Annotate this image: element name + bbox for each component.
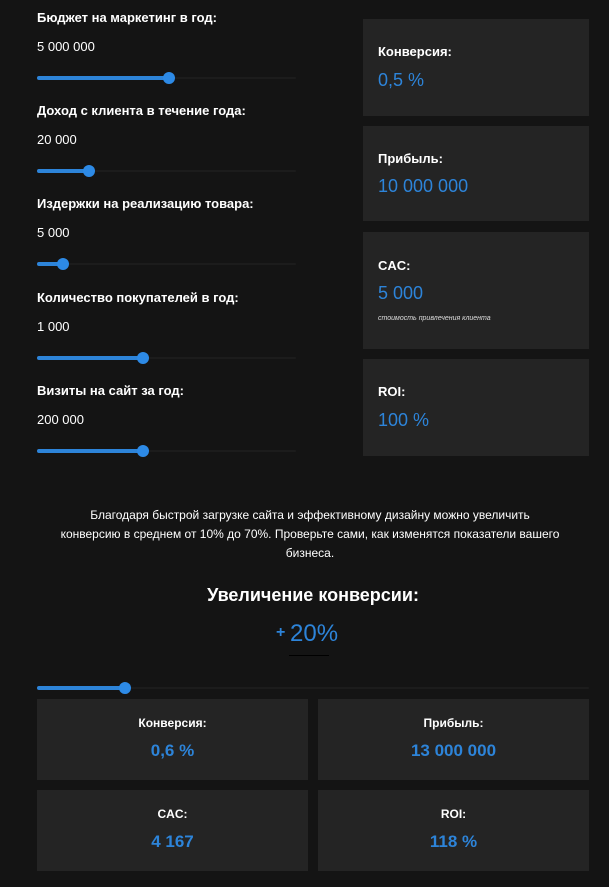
plus-sign: +: [276, 624, 286, 641]
cac-note: стоимость привлечения клиента: [378, 315, 491, 322]
profit-value: 10 000 000: [378, 176, 469, 196]
slider-thumb[interactable]: [137, 352, 149, 364]
improved-profit-card: [318, 699, 589, 780]
percent-sign: %: [316, 620, 339, 647]
improved-cac-card: [37, 790, 308, 871]
improved-cac-label: CAC:: [157, 807, 188, 821]
budget-field: [37, 10, 296, 84]
slider-thumb[interactable]: [83, 165, 95, 177]
costs-slider[interactable]: [37, 258, 296, 270]
budget-label: Бюджет на маркетинг в год:: [37, 10, 217, 25]
income-label: Доход с клиента в течение года:: [37, 103, 246, 118]
cac-card: [363, 232, 589, 349]
slider-fill: [37, 76, 169, 80]
conversion-increase-title: Увеличение конверсии:: [207, 585, 419, 605]
buyers-label: Количество покупателей в год:: [37, 290, 239, 305]
conversion-label: Конверсия:: [378, 44, 452, 59]
conversion-increase-input[interactable]: [276, 620, 356, 654]
improved-roi-label: ROI:: [440, 807, 467, 821]
slider-thumb[interactable]: [163, 72, 175, 84]
roi-value: 100 %: [378, 410, 430, 430]
improved-conversion-value: 0,6 %: [150, 741, 195, 760]
slider-thumb[interactable]: [119, 682, 131, 694]
improved-conversion-card: [37, 699, 308, 780]
roi-card: [363, 359, 589, 456]
costs-label: Издержки на реализацию товара:: [37, 196, 254, 211]
slider-thumb[interactable]: [57, 258, 69, 270]
profit-card: [363, 126, 589, 221]
slider-fill: [37, 686, 125, 690]
conversion-increase-value[interactable]: 20%: [290, 620, 339, 647]
buyers-field: [37, 290, 296, 364]
cac-value: 5 000: [378, 283, 424, 303]
profit-label: Прибыль:: [378, 151, 443, 166]
roi-label: ROI:: [378, 384, 406, 399]
conversion-increase-slider[interactable]: [37, 682, 589, 694]
slider-track: [37, 263, 296, 265]
costs-value[interactable]: 5 000: [37, 225, 70, 240]
cac-label: CAC:: [378, 258, 411, 273]
improved-profit-label: Прибыль:: [423, 716, 484, 730]
conversion-value: 0,5 %: [378, 70, 425, 90]
visits-field: [37, 383, 296, 457]
improved-conversion-label: Конверсия:: [138, 716, 207, 730]
improved-cac-value: 4 167: [151, 832, 194, 851]
visits-slider[interactable]: [37, 445, 296, 457]
slider-fill: [37, 356, 143, 360]
visits-value[interactable]: 200 000: [37, 412, 84, 427]
improved-roi-value: 118 %: [429, 832, 478, 851]
buyers-slider[interactable]: [37, 352, 296, 364]
budget-slider[interactable]: [37, 72, 296, 84]
budget-value[interactable]: 5 000 000: [37, 39, 95, 54]
slider-fill: [37, 169, 89, 173]
visits-label: Визиты на сайт за год:: [37, 383, 184, 398]
costs-field: [37, 196, 296, 270]
conversion-card: [363, 19, 589, 116]
intro-text: Благодаря быстрой загрузке сайта и эффективному дизайну можно увеличить конверсию в среднем от 10% до 70%. Проверьте сами, как изменятся показатели вашего бизнеса.: [60, 508, 560, 560]
improved-roi-card: [318, 790, 589, 871]
buyers-value[interactable]: 1 000: [37, 319, 70, 334]
income-field: [37, 103, 296, 177]
income-slider[interactable]: [37, 165, 296, 177]
input-underline: [289, 655, 329, 656]
slider-fill: [37, 449, 143, 453]
income-value[interactable]: 20 000: [37, 132, 77, 147]
improved-profit-value: 13 000 000: [410, 741, 497, 760]
slider-thumb[interactable]: [137, 445, 149, 457]
